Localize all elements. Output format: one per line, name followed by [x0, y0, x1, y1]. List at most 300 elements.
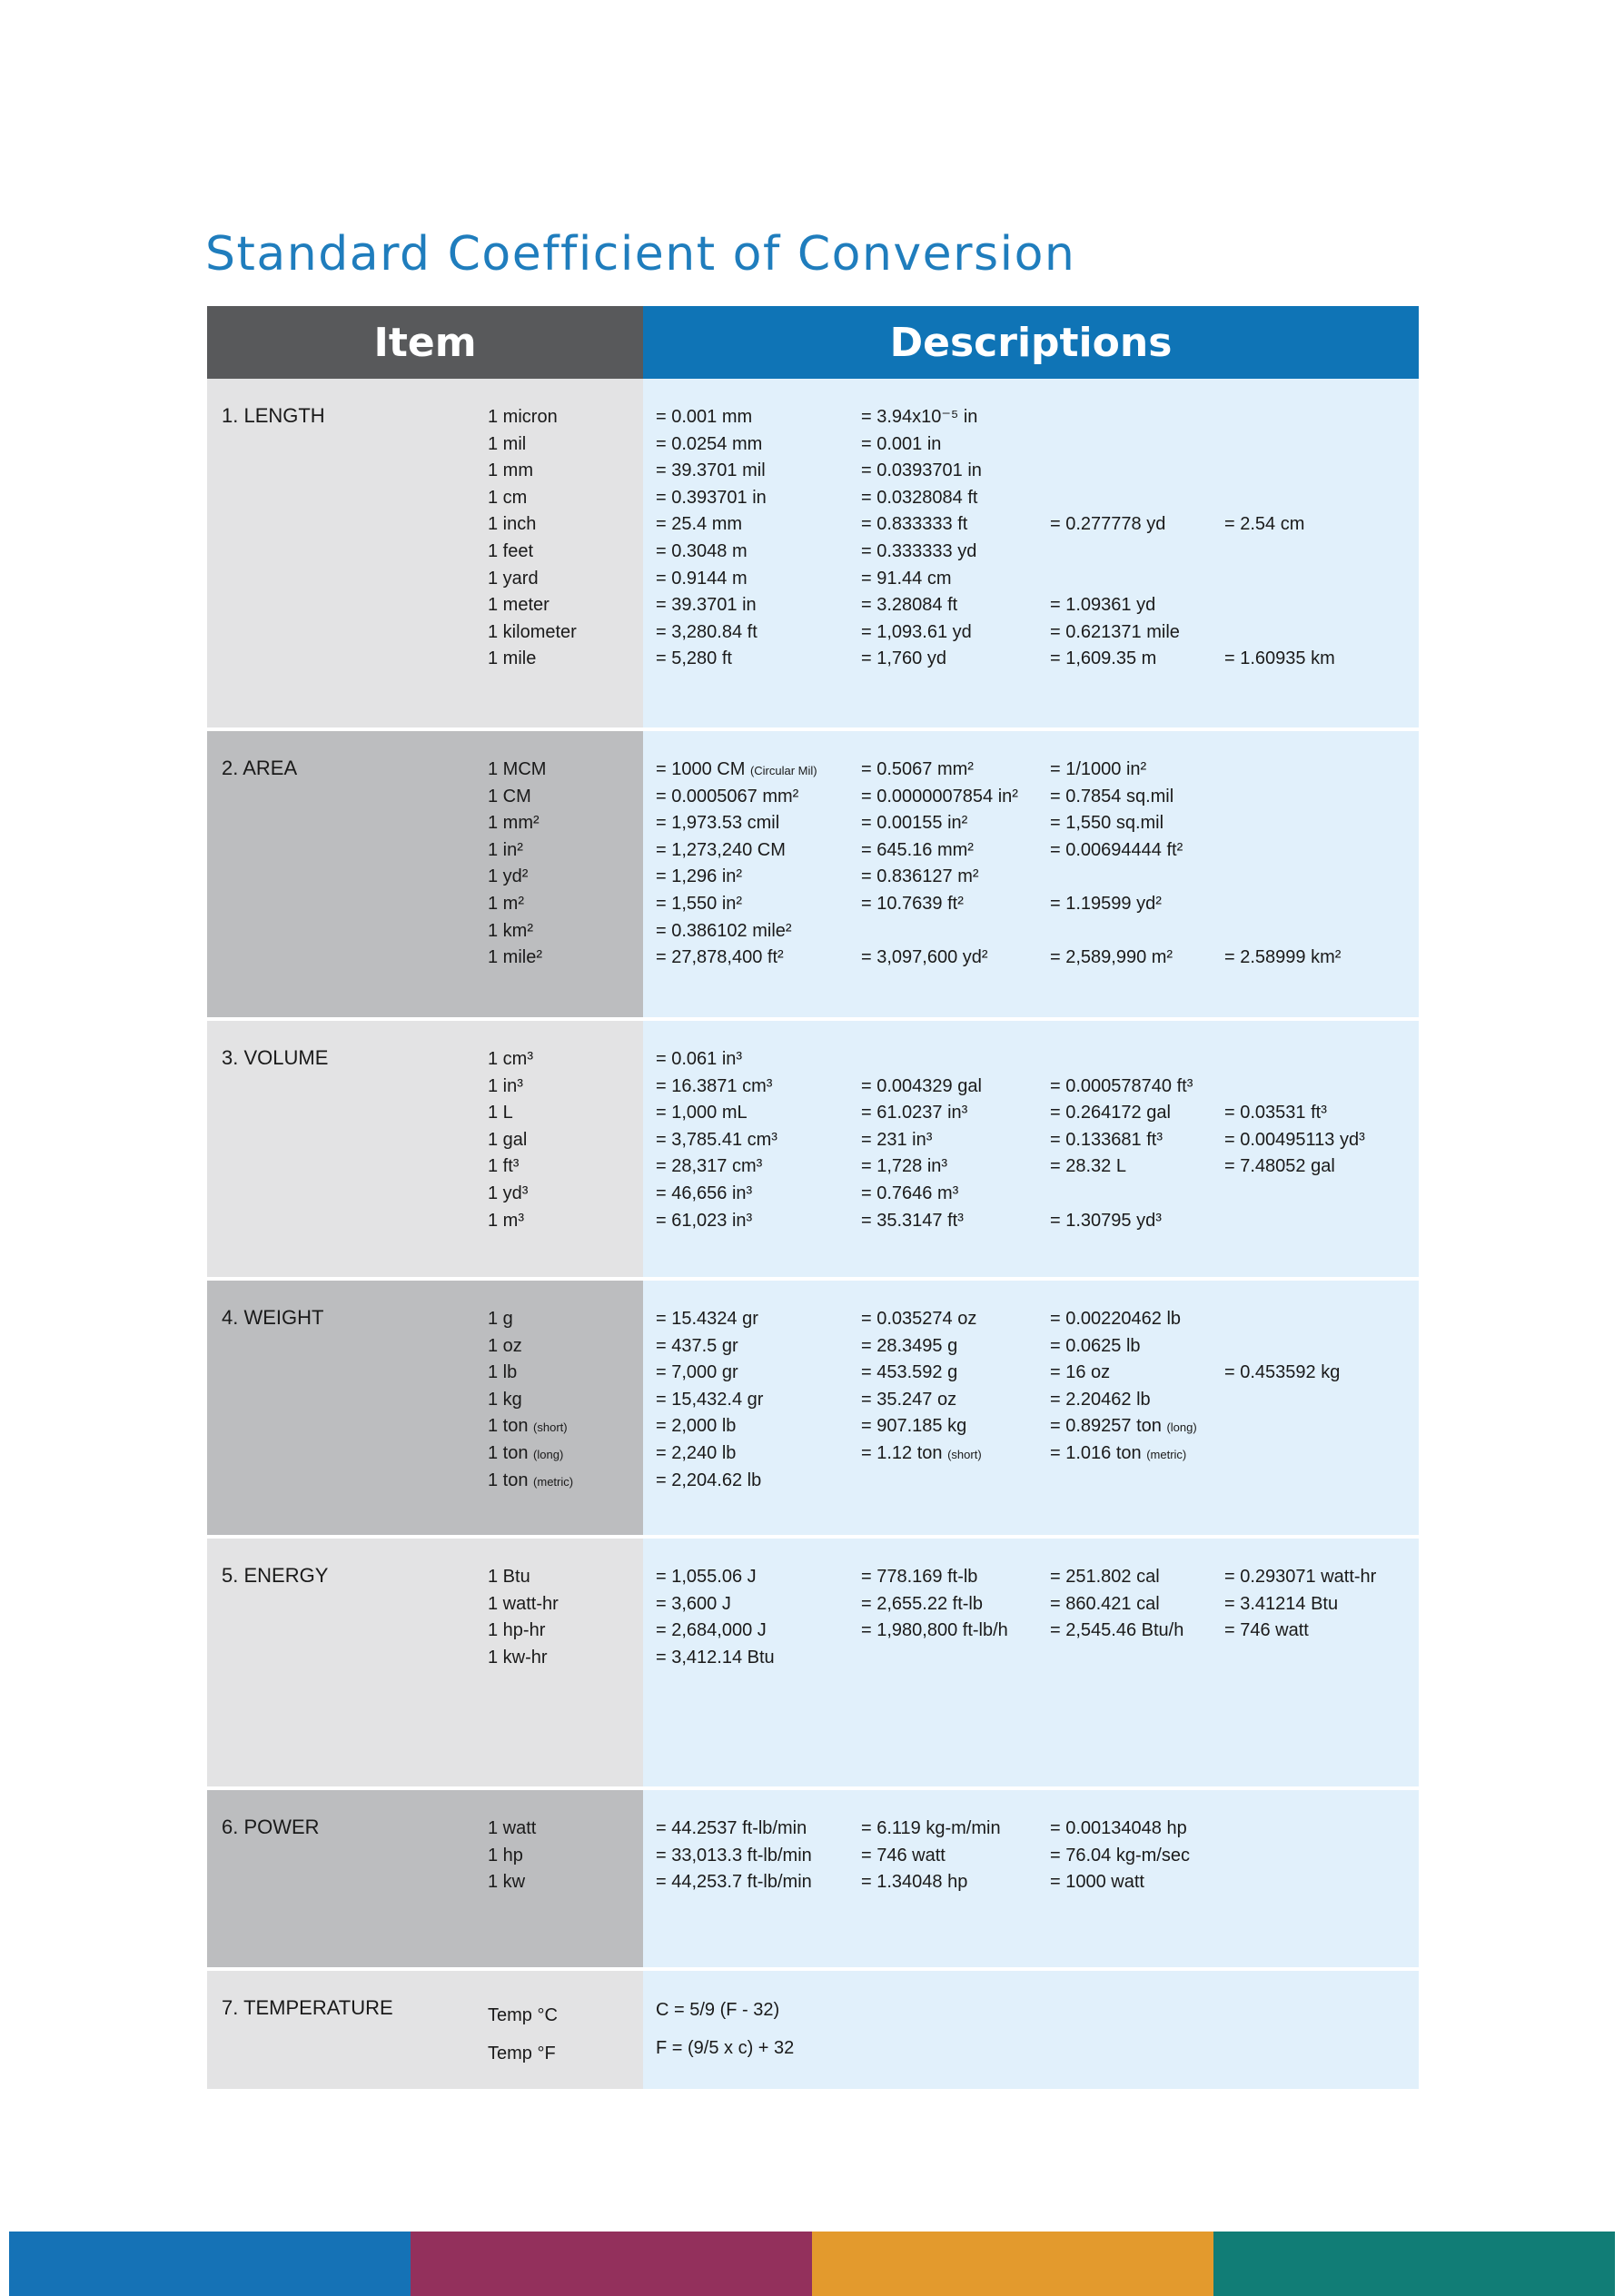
value-cell: [1224, 1843, 1431, 1870]
value-text: = 0.00495113 yd³: [1224, 1129, 1365, 1150]
section-label: [207, 1539, 643, 1786]
value-text: = 1.016 ton: [1050, 1442, 1142, 1463]
value-cell: [861, 918, 1050, 945]
unit-list: [488, 1996, 558, 2073]
value-text: = 746 watt: [861, 1845, 946, 1866]
category-name: 3. VOLUME: [222, 1046, 329, 1069]
value-text: = 1000 watt: [1050, 1872, 1144, 1893]
unit-label: 1 hp-hr: [488, 1620, 546, 1641]
value-cell: [656, 1100, 861, 1127]
unit-label: 1 ft³: [488, 1156, 520, 1177]
value-text: = 0.293071 watt-hr: [1224, 1567, 1377, 1587]
header-descriptions: Descriptions: [643, 306, 1419, 379]
unit-label: 1 mm²: [488, 813, 540, 834]
section-volume: [207, 1017, 1419, 1277]
value-cell: [861, 1843, 1050, 1870]
unit-label: 1 kw-hr: [488, 1647, 548, 1668]
value-cell: [1224, 757, 1431, 784]
unit-label: 1 lb: [488, 1362, 518, 1383]
unit-label: 1 MCM: [488, 759, 547, 779]
unit-label: 1 L: [488, 1103, 513, 1123]
value-cell: [656, 458, 861, 485]
value-cell: [1224, 1127, 1431, 1154]
value-cell: [1224, 1153, 1431, 1181]
value-text: = 3.28084 ft: [861, 595, 958, 616]
value-text: = 0.00134048 hp: [1050, 1818, 1187, 1838]
unit-item: [488, 1127, 533, 1154]
value-cell: [1050, 891, 1224, 918]
value-text: = 0.0328084 ft: [861, 487, 978, 508]
value-cell: [1050, 1208, 1224, 1235]
value-cell: [656, 837, 861, 865]
value-cell: [1050, 1816, 1224, 1843]
value-cell: [861, 864, 1050, 891]
value-cell: [861, 1306, 1050, 1333]
value-cell: [656, 1208, 861, 1235]
value-text: = 0.00694444 ft²: [1050, 839, 1183, 860]
value-cell: [861, 485, 1050, 512]
section-label: [207, 1021, 643, 1277]
value-cell: [656, 511, 861, 539]
value-text: = 0.03531 ft³: [1224, 1103, 1327, 1123]
value-cell: [1050, 485, 1224, 512]
category-name: 7. TEMPERATURE: [222, 1996, 393, 2019]
value-text: = 0.453592 kg: [1224, 1362, 1341, 1383]
unit-item: [488, 864, 546, 891]
value-cell: [1050, 784, 1224, 811]
value-text: = 6.119 kg-m/min: [861, 1818, 1001, 1838]
value-cell: [861, 646, 1050, 673]
unit-item: [488, 945, 546, 972]
unit-item: [488, 646, 577, 673]
value-cell: [1050, 431, 1224, 459]
unit-label: 1 hp: [488, 1845, 523, 1866]
value-text: = 61,023 in³: [656, 1210, 753, 1231]
value-cell: [861, 1333, 1050, 1361]
value-text: = 61.0237 in³: [861, 1103, 968, 1123]
unit-label: 1 oz: [488, 1335, 522, 1356]
unit-item: [488, 810, 546, 837]
value-cell: [1224, 1181, 1431, 1208]
value-text: = 25.4 mm: [656, 514, 743, 535]
value-cell: [1050, 757, 1224, 784]
table-header: [207, 306, 1419, 379]
unit-label: 1 ton: [488, 1442, 529, 1463]
value-cell: [861, 1127, 1050, 1154]
unit-item: [488, 485, 577, 512]
value-cell: [861, 945, 1050, 972]
unit-label: 1 ton: [488, 1416, 529, 1437]
value-text: = 453.592 g: [861, 1362, 958, 1383]
value-text: = 16 oz: [1050, 1362, 1111, 1383]
category-name: 6. POWER: [222, 1816, 320, 1838]
value-cell: [861, 1869, 1050, 1896]
value-cell: [656, 1468, 861, 1495]
value-cell: [1050, 1306, 1224, 1333]
value-text: = 3,785.41 cm³: [656, 1129, 777, 1150]
value-cell: [656, 1333, 861, 1361]
value-cell: [1224, 1645, 1431, 1672]
value-text: = 1,093.61 yd: [861, 621, 972, 642]
unit-item: [488, 592, 577, 619]
unit-item: [488, 1591, 559, 1618]
value-cell: [1050, 566, 1224, 593]
description-grid: [643, 1281, 1419, 1535]
section-temperature: [207, 1967, 1419, 2089]
value-cell: [1224, 1816, 1431, 1843]
unit-item: [488, 619, 577, 647]
value-cell: [1050, 1153, 1224, 1181]
value-cell: [1050, 646, 1224, 673]
unit-item: [488, 1816, 536, 1843]
value-cell: [1224, 1074, 1431, 1101]
value-cell: [656, 864, 861, 891]
unit-label: 1 watt-hr: [488, 1593, 559, 1614]
value-text: = 1,055.06 J: [656, 1567, 757, 1587]
value-text: = 907.185 kg: [861, 1416, 967, 1437]
value-text: = 10.7639 ft²: [861, 893, 964, 914]
value-text: = 0.836127 m²: [861, 866, 979, 887]
value-cell: [1050, 837, 1224, 865]
value-cell: [1050, 1869, 1224, 1896]
value-text: = 76.04 kg-m/sec: [1050, 1845, 1190, 1866]
value-cell: [861, 539, 1050, 566]
value-text: = 3.94x10⁻⁵ in: [861, 407, 978, 427]
value-text: = 0.833333 ft: [861, 514, 968, 535]
value-cell: [1224, 784, 1431, 811]
value-cell: [656, 784, 861, 811]
category-name: 1. LENGTH: [222, 404, 325, 427]
unit-item: [488, 1360, 573, 1387]
value-cell: [656, 945, 861, 972]
value-cell: [1224, 945, 1431, 972]
unit-label: 1 mile²: [488, 947, 543, 968]
section-energy: [207, 1535, 1419, 1786]
value-text: = 44,253.7 ft-lb/min: [656, 1872, 812, 1893]
value-text: = 1,550 in²: [656, 893, 743, 914]
value-text: = 2.58999 km²: [1224, 947, 1342, 968]
value-text: = 2,655.22 ft-lb: [861, 1593, 983, 1614]
value-cell: [656, 1816, 861, 1843]
value-text: = 2,589,990 m²: [1050, 947, 1173, 968]
value-cell: [1050, 1074, 1224, 1101]
value-cell: [1050, 1181, 1224, 1208]
value-text: = 0.393701 in: [656, 487, 767, 508]
value-text: = 39.3701 in: [656, 595, 757, 616]
value-cell: [861, 1413, 1050, 1440]
unit-list: [488, 1306, 573, 1494]
unit-label: 1 CM: [488, 786, 531, 807]
value-cell: [861, 757, 1050, 784]
value-cell: [1050, 1618, 1224, 1645]
unit-label: 1 feet: [488, 540, 534, 561]
value-cell: [1050, 619, 1224, 647]
value-text: = 7.48052 gal: [1224, 1156, 1335, 1177]
category-name: 5. ENERGY: [222, 1564, 329, 1587]
value-cell: [656, 1843, 861, 1870]
value-cell: [1224, 891, 1431, 918]
value-cell: [1224, 864, 1431, 891]
section-area: [207, 727, 1419, 1017]
value-text: = 46,656 in³: [656, 1183, 753, 1203]
value-text: = 437.5 gr: [656, 1335, 738, 1356]
value-cell: [1050, 511, 1224, 539]
value-cell: [1050, 1333, 1224, 1361]
value-text: = 28.3495 g: [861, 1335, 958, 1356]
value-cell: [656, 1591, 861, 1618]
unit-label: 1 watt: [488, 1818, 537, 1838]
value-cell: [861, 1564, 1050, 1591]
unit-item: [488, 1996, 558, 2034]
value-cell: [1224, 1591, 1431, 1618]
value-cell: [1224, 592, 1431, 619]
unit-item: [488, 539, 577, 566]
value-cell: [1224, 404, 1431, 431]
unit-item: [488, 784, 546, 811]
value-cell: [1050, 918, 1224, 945]
value-text: = 1,980,800 ft-lb/h: [861, 1620, 1008, 1641]
value-cell: [656, 1869, 861, 1896]
value-text: = 3,097,600 yd²: [861, 947, 988, 968]
value-text: = 1,000 mL: [656, 1103, 748, 1123]
unit-list: [488, 1564, 559, 1671]
unit-label: 1 mil: [488, 433, 527, 454]
value-cell: [1050, 864, 1224, 891]
section-power: [207, 1786, 1419, 1967]
value-text: = 3.41214 Btu: [1224, 1593, 1339, 1614]
value-text: = 0.264172 gal: [1050, 1103, 1171, 1123]
value-text: = 44.2537 ft-lb/min: [656, 1818, 807, 1838]
value-text: = 0.133681 ft³: [1050, 1129, 1163, 1150]
value-text: = 0.0625 lb: [1050, 1335, 1141, 1356]
value-cell: [656, 757, 861, 784]
value-text: = 0.00155 in²: [861, 813, 968, 834]
value-cell: [1224, 511, 1431, 539]
unit-item: [488, 1306, 573, 1333]
value-cell: [1224, 1387, 1431, 1414]
value-cell: [1050, 1440, 1224, 1468]
value-text: = 2,240 lb: [656, 1442, 737, 1463]
value-text: = 0.3048 m: [656, 540, 748, 561]
description-grid: [643, 1021, 1419, 1277]
value-cell: [1050, 1591, 1224, 1618]
ton-note: (long): [1166, 1420, 1197, 1435]
value-text: = 1.19599 yd²: [1050, 893, 1162, 914]
unit-list: [488, 1816, 536, 1896]
value-cell: [656, 918, 861, 945]
value-text: = 1,973.53 cmil: [656, 813, 780, 834]
value-text: = 0.333333 yd: [861, 540, 977, 561]
value-cell: [656, 1440, 861, 1468]
value-cell: [1224, 431, 1431, 459]
formula-list: [656, 1991, 794, 2067]
conversion-table: [207, 306, 1419, 2089]
value-text: = 1.34048 hp: [861, 1872, 968, 1893]
value-text: = 0.386102 mile²: [656, 920, 792, 941]
section-label: [207, 1971, 643, 2089]
value-cell: [1224, 1618, 1431, 1645]
value-cell: [861, 1387, 1050, 1414]
fahrenheit-formula: F = (9/5 x c) + 32: [656, 2038, 795, 2058]
value-text: = 0.001 mm: [656, 407, 753, 427]
value-cell: [656, 1074, 861, 1101]
value-cell: [1224, 1046, 1431, 1074]
unit-note: (metric): [533, 1474, 574, 1489]
value-text: = 1,728 in³: [861, 1156, 948, 1177]
value-cell: [656, 891, 861, 918]
value-text: = 860.421 cal: [1050, 1593, 1160, 1614]
value-text: = 2.54 cm: [1224, 514, 1305, 535]
value-cell: [1050, 1387, 1224, 1414]
value-text: = 0.5067 mm²: [861, 759, 974, 779]
value-cell: [861, 1468, 1050, 1495]
value-cell: [656, 404, 861, 431]
value-cell: [1224, 810, 1431, 837]
value-cell: [1224, 1413, 1431, 1440]
unit-label: 1 gal: [488, 1129, 528, 1150]
value-text: = 0.621371 mile: [1050, 621, 1180, 642]
value-text: = 1.12 ton: [861, 1442, 943, 1463]
unit-label: 1 Btu: [488, 1567, 530, 1587]
value-cell: [1224, 1564, 1431, 1591]
unit-item: [488, 566, 577, 593]
unit-item: [488, 1440, 573, 1468]
unit-label: 1 yd³: [488, 1183, 529, 1203]
value-cell: [861, 592, 1050, 619]
unit-label: 1 in³: [488, 1075, 523, 1096]
value-cell: [656, 646, 861, 673]
value-text: = 1,273,240 CM: [656, 839, 786, 860]
value-cell: [861, 619, 1050, 647]
section-label: [207, 731, 643, 1017]
value-text: = 3,280.84 ft: [656, 621, 758, 642]
value-text: = 0.035274 oz: [861, 1309, 977, 1329]
unit-label: 1 in²: [488, 839, 523, 860]
value-cell: [656, 592, 861, 619]
value-text: = 15.4324 gr: [656, 1309, 758, 1329]
footer-color-bar: [9, 2232, 1615, 2296]
value-cell: [1050, 458, 1224, 485]
unit-item: [488, 1618, 559, 1645]
value-text: = 0.00220462 lb: [1050, 1309, 1182, 1329]
value-text: = 778.169 ft-lb: [861, 1567, 978, 1587]
unit-label: Temp °C: [488, 2005, 558, 2025]
value-cell: [1224, 1333, 1431, 1361]
unit-item: [488, 1181, 533, 1208]
unit-label: 1 micron: [488, 407, 558, 427]
value-cell: [1050, 810, 1224, 837]
value-text: = 3,412.14 Btu: [656, 1647, 775, 1668]
value-cell: [1224, 485, 1431, 512]
value-cell: [861, 404, 1050, 431]
unit-note: (long): [533, 1447, 564, 1461]
unit-item: [488, 511, 577, 539]
unit-item: [488, 757, 546, 784]
value-cell: [1224, 1468, 1431, 1495]
value-text: = 0.000578740 ft³: [1050, 1075, 1193, 1096]
value-text: = 2,545.46 Btu/h: [1050, 1620, 1184, 1641]
unit-list: [488, 404, 577, 673]
value-cell: [656, 566, 861, 593]
unit-item: [488, 431, 577, 459]
value-text: = 0.7854 sq.mil: [1050, 786, 1174, 807]
value-cell: [1050, 592, 1224, 619]
unit-label: 1 meter: [488, 595, 550, 616]
value-cell: [1050, 1843, 1224, 1870]
value-cell: [1224, 1360, 1431, 1387]
value-cell: [656, 539, 861, 566]
value-cell: [656, 1181, 861, 1208]
value-text: = 1,760 yd: [861, 648, 946, 669]
table-body: [207, 379, 1419, 2089]
unit-item: [488, 1100, 533, 1127]
unit-item: [488, 891, 546, 918]
value-cell: [656, 619, 861, 647]
value-cell: [861, 1181, 1050, 1208]
section-weight: [207, 1277, 1419, 1535]
value-text: = 2,684,000 J: [656, 1620, 767, 1641]
value-text: = 1,550 sq.mil: [1050, 813, 1164, 834]
value-cell: [1224, 918, 1431, 945]
description-grid: [643, 1539, 1419, 1786]
value-cell: [861, 1046, 1050, 1074]
value-cell: [861, 891, 1050, 918]
description-grid: [643, 731, 1419, 1017]
value-text: = 2,204.62 lb: [656, 1470, 762, 1490]
value-cell: [1050, 1100, 1224, 1127]
formula-area: [643, 1971, 1419, 2089]
value-text: = 231 in³: [861, 1129, 933, 1150]
value-text: = 1.09361 yd: [1050, 595, 1156, 616]
footer-bar-orange: [812, 2232, 1213, 2296]
value-text: = 33,013.3 ft-lb/min: [656, 1845, 812, 1866]
value-cell: [1224, 1306, 1431, 1333]
unit-item: [488, 1333, 573, 1361]
value-text: = 1/1000 in²: [1050, 759, 1147, 779]
unit-item: [488, 1645, 559, 1672]
value-cell: [1224, 1440, 1431, 1468]
footer-bar-magenta: [411, 2232, 812, 2296]
unit-item: [488, 1468, 573, 1495]
value-text: = 0.9144 m: [656, 568, 748, 589]
value-cell: [1050, 1360, 1224, 1387]
footer-bar-teal: [1213, 2232, 1615, 2296]
value-text: = 0.0254 mm: [656, 433, 763, 454]
unit-item: [488, 1869, 536, 1896]
unit-item: [488, 1208, 533, 1235]
unit-label: 1 m²: [488, 893, 524, 914]
value-cell: [1224, 1100, 1431, 1127]
value-cell: [656, 1387, 861, 1414]
value-cell: [861, 1153, 1050, 1181]
section-label: [207, 379, 643, 727]
value-cell: [656, 1127, 861, 1154]
value-text: = 0.277778 yd: [1050, 514, 1166, 535]
circular-mil-note: (Circular Mil): [749, 764, 817, 777]
unit-label: Temp °F: [488, 2044, 556, 2063]
value-cell: [861, 1074, 1050, 1101]
unit-label: 1 yd²: [488, 866, 529, 887]
value-cell: [656, 1564, 861, 1591]
value-cell: [1050, 404, 1224, 431]
value-cell: [1224, 1208, 1431, 1235]
unit-label: 1 yard: [488, 568, 539, 589]
header-item: Item: [207, 306, 643, 379]
value-text: = 0.0000007854 in²: [861, 786, 1018, 807]
value-cell: [861, 1816, 1050, 1843]
unit-label: 1 mm: [488, 460, 533, 481]
value-cell: [656, 1046, 861, 1074]
